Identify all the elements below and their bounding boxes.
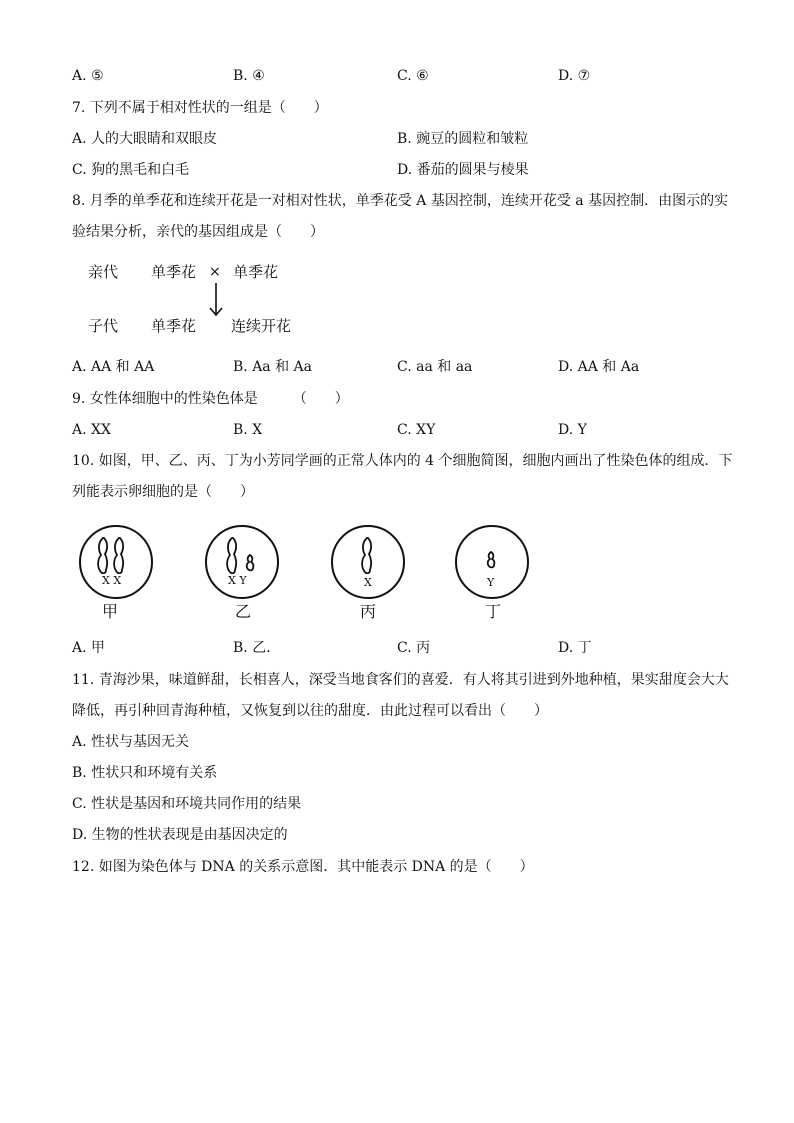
q8-option-c: C. aa 和 aa [397,359,473,375]
cell-bing-chromosomes: X [364,576,372,589]
q11-option-b: B. 性状只和环境有关系 [72,765,218,781]
q11-option-c: C. 性状是基因和环境共同作用的结果 [72,796,302,812]
cell-ding-chromosomes: Y [487,576,495,589]
child-left-phenotype: 单季花 [151,317,197,335]
q10-stem-line2: 列能表示卵细胞的是（ ） [72,484,254,500]
q10-option-a: A. 甲 [72,640,106,656]
q9-option-c: C. XY [397,422,436,438]
q11-stem-line2: 降低，再引种回青海种植，又恢复到以往的甜度．由此过程可以看出（ ） [72,703,548,719]
q7-option-d: D. 番茄的圆果与棱果 [397,162,529,178]
q11-option-d: D. 生物的性状表现是由基因决定的 [72,827,288,843]
cell-jia-chromosomes: X X [102,574,122,587]
cell-bing-diagram [328,522,408,602]
cell-jia-label: 甲 [102,602,119,621]
cell-ding-diagram [452,522,532,602]
parent-right-phenotype: 单季花 [233,263,279,281]
child-generation-label: 子代 [88,317,119,335]
q7-option-c: C. 狗的黑毛和白毛 [72,162,190,178]
cell-yi-chromosomes: X Y [228,574,247,587]
cell-jia-diagram [76,522,156,602]
down-arrow-icon [207,283,227,323]
q7-option-b: B. 豌豆的圆粒和皱粒 [397,131,529,147]
q10-option-c: C. 丙 [397,640,431,656]
q9-option-b: B. X [233,422,263,438]
q9-option-a: A. XX [72,422,111,438]
q10-option-d: D. 丁 [558,640,592,656]
cell-bing-label: 丙 [360,602,377,621]
q6-option-a: A. ⑤ [72,68,104,84]
parent-left-phenotype: 单季花 [151,263,197,281]
q9-option-d: D. Y [558,422,587,438]
q9-stem: 9. 女性体细胞中的性染色体是 （ ） [72,391,349,407]
q6-option-b: B. ④ [233,68,265,84]
q7-option-a: A. 人的大眼睛和双眼皮 [72,131,218,147]
q11-stem-line1: 11. 青海沙果，味道鲜甜，长相喜人，深受当地食客们的喜爱．有人将其引进到外地种植，果实甜度会大大 [72,672,729,688]
q10-option-b: B. 乙． [233,640,281,656]
q8-option-b: B. Aa 和 Aa [233,359,313,375]
parent-generation-label: 亲代 [88,263,119,281]
q6-option-d: D. ⑦ [558,68,591,84]
q11-option-a: A. 性状与基因无关 [72,734,190,750]
cell-ding-label: 丁 [485,602,502,621]
cell-yi-label: 乙 [235,602,252,621]
q8-option-a: A. AA 和 AA [72,359,155,375]
q6-option-c: C. ⑥ [397,68,429,84]
cross-symbol: × [209,264,221,280]
q10-stem-line1: 10. 如图，甲、乙、丙、丁为小芳同学画的正常人体内的 4 个细胞简图，细胞内画出了性染色体的组成．下 [72,453,733,469]
q8-stem-line1: 8. 月季的单季花和连续开花是一对相对性状，单季花受 A 基因控制，连续开花受 a 基因控制．由图示的实 [72,193,729,209]
child-right-phenotype: 连续开花 [231,317,292,335]
q8-option-d: D. AA 和 Aa [558,359,640,375]
q8-stem-line2: 验结果分析，亲代的基因组成是（ ） [72,224,324,240]
cell-yi-diagram [202,522,282,602]
q12-stem: 12. 如图为染色体与 DNA 的关系示意图．其中能表示 DNA 的是（ ） [72,859,534,875]
q7-stem: 7. 下列不属于相对性状的一组是（ ） [72,100,328,116]
